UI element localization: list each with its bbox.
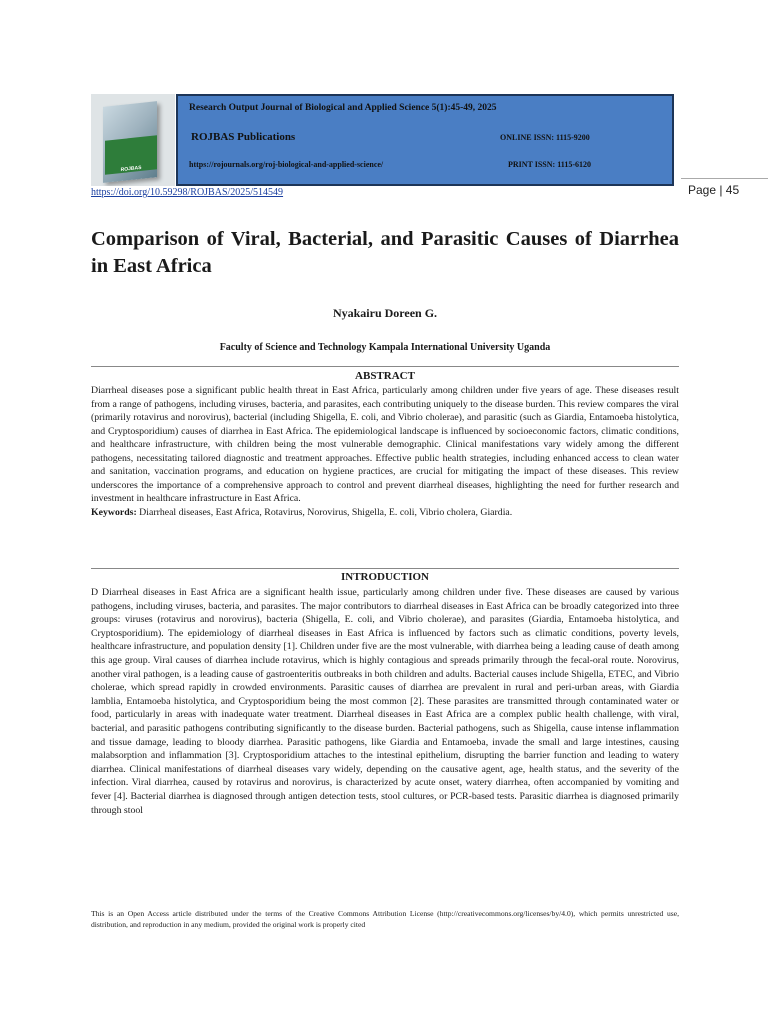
journal-header-box	[176, 94, 674, 186]
online-issn: ONLINE ISSN: 1115-9200	[500, 133, 590, 142]
doi-link[interactable]: https://doi.org/10.59298/ROJBAS/2025/514549	[91, 187, 284, 198]
author-name: Nyakairu Doreen G.	[332, 306, 438, 320]
cover-publisher-label: ROJBAS	[120, 164, 142, 174]
journal-cover-image	[91, 94, 175, 186]
abstract-body	[91, 384, 679, 519]
introduction-heading: INTRODUCTION	[340, 571, 429, 583]
introduction-top-divider	[91, 568, 679, 569]
abstract-text: Diarrheal diseases pose a significant public health threat in East Africa, particularly among children under five years of age. These diseases result from a range of pathogens, including viruses, bacteria, and parasites, each contributing uniquely to the disease burden. This review compares the viral (primarily rotavirus and norovirus), bacterial (including Shigella, E. coli, and Vibrio cholerae), and parasitic (such as Giardia, Entamoeba histolytica, and Cryptosporidium) causes of diarrhea in East Africa. The epidemiological landscape is influenced by socioeconomic factors, climatic conditions, and healthcare infrastructure, with children being the most vulnerable demographic. Clinical manifestations vary widely among the different pathogens, necessitating tailored diagnostic and treatment approaches. Effective public health strategies, including enhanced access to clean water and sanitation, vaccination programs, and education on hygiene practices, are crucial for mitigating the impact of these diseases. This review underscores the importance of a comprehensive approach to control and prevent diarrheal diseases, highlighting the need for further research and investment in healthcare infrastructure in East Africa.	[91, 385, 679, 504]
journal-url-link[interactable]: https://rojournals.org/roj-biological-and-applied-science/	[189, 160, 384, 169]
publisher-name: ROJBAS Publications	[191, 131, 296, 143]
author-affiliation: Faculty of Science and Technology Kampala International University Uganda	[219, 342, 551, 353]
keywords-label: Keywords:	[91, 506, 137, 518]
abstract-heading: ABSTRACT	[355, 370, 415, 382]
page-number: Page | 45	[688, 183, 740, 197]
page-number-rule	[681, 178, 768, 179]
keywords-line	[91, 506, 679, 520]
abstract-top-divider	[91, 366, 679, 367]
journal-citation: Research Output Journal of Biological and Applied Science 5(1):45-49, 2025	[189, 103, 497, 113]
introduction-body: D Diarrheal diseases in East Africa are a significant health issue, particularly among children under five. These diseases are caused by various pathogens, including viruses, bacteria, and parasites. The major contributors to diarrheal diseases in East Africa can be broadly categorized into three groups: viruses (rotavirus and norovirus), bacteria (Shigella, E. coli, and Vibrio cholerae), and parasites (Giardia, Entamoeba histolytica, and Cryptosporidium). The epidemiology of diarrheal diseases in East Africa is influenced by factors such as climatic conditions, poverty levels, healthcare infrastructure, and population density [1]. Children under five are the most vulnerable, with diarrhea being a leading cause of death among this age group. Viral causes of diarrhea include rotavirus, which is highly contagious and spreads primarily through the fecal-oral route. Norovirus, another viral pathogen, is a leading cause of gastroenteritis outbreaks in both children and adults. Bacterial causes include Shigella, ETEC, and Vibrio cholerae, which spread rapidly in crowded environments. Parasitic causes of diarrhea are prevalent in rural and peri-urban areas, with Giardia lamblia, Entamoeba histolytica, and Cryptosporidium being the most common [2]. These parasites are transmitted through contaminated water or food, particularly in areas with inadequate water treatment. Diarrheal diseases in East Africa are a complex public health challenge, with viral, bacterial, and parasitic pathogens contributing significantly to the disease burden. Bacterial pathogens, such as Shigella, cause intense inflammation and tissue damage, leading to bloody diarrhea. Parasitic pathogens, like Giardia and Entamoeba, invade the small and large intestines, causing malabsorption and inflammation [3]. Cryptosporidium attaches to the intestinal epithelium, disrupting the barrier function and leading to watery diarrhea. Clinical manifestations of diarrheal diseases vary widely, depending on the causative agent, age, health status, and the severity of the infection. Viral diarrhea, caused by rotavirus and norovirus, is characterized by acute onset, watery diarrhea, often accompanied by vomiting and fever [4]. Bacterial diarrhea is diagnosed through antigen detection tests, stool cultures, or PCR-based tests. Parasitic diarrhea is diagnosed primarily through stool	[91, 587, 679, 816]
print-issn: PRINT ISSN: 1115-6120	[508, 160, 591, 169]
keywords-list: Diarrheal diseases, East Africa, Rotavirus, Norovirus, Shigella, E. coli, Vibrio cholera, Giardia.	[139, 506, 513, 518]
paper-title: Comparison of Viral, Bacterial, and Parasitic Causes of Diarrhea in East Africa	[91, 228, 679, 277]
license-footnote: This is an Open Access article distributed under the terms of the Creative Commons Attribution License (http://creativecommons.org/licenses/by/4.0), which permits unrestricted use, distribution, and reproduction in any medium, provided the original work is properly cited	[91, 909, 679, 929]
